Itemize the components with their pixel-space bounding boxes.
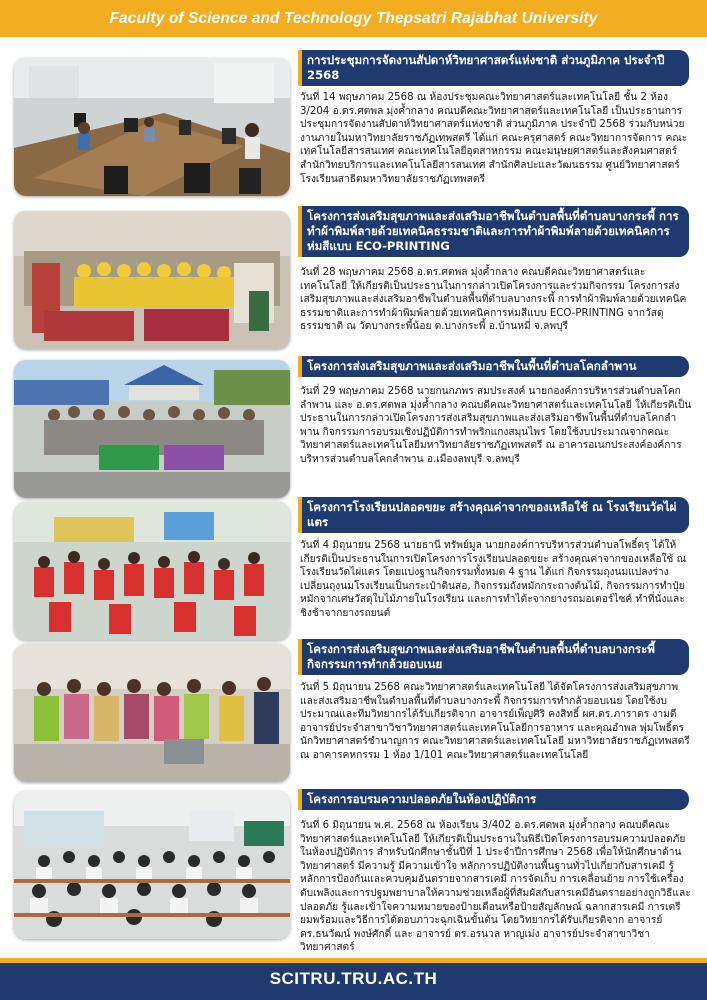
item-body: วันที่ 14 พฤษภาคม 2568 ณ ห้องประชุมคณะวิทยาศาสตร์และเทคโนโลยี ชั้น 2 ห้อง 3/204 อ.ดร.ศตพล มุ่งค้ำกลาง คณบดีคณะวิทยาศาสตร์และเทคโนโลยี เป็นประธานการประชุมการจัดงานสัปดาห์วิทยาศาสตร์แห่งชาติ ส่วนภูมิภาค ประจำปี 2568 ร่วมกับหน่วยงานภายในมหาวิทยาลัยราชภัฏเทพสตรี ได้แก่ คณะครุศาสตร์ คณะวิทยาการจัดการ คณะเทคโนโลยีสารสนเทศ คณะเทคโนโลยีอุตสาหกรรม คณะมนุษยศาสตร์และสังคมศาสตร์ สำนักวิทยบริการและเทคโนโลยีสารสนเทศ สำนักศิลปะและวัฒนธรรม ศูนย์วิทยาศาสตร์ โรงเรียนสาธิตมหาวิทยาลัยราชภัฏเทพสตรี bbox=[300, 92, 688, 185]
item-body: วันที่ 29 พฤษภาคม 2568 นายกนกภพร สมประสงค์ นายกองค์การบริหารส่วนตำบลโคกลำพาน และ อ.ดร.ศตพล มุ่งค้ำกลาง คณบดีคณะวิทยาศาสตร์และเทคโนโลยี ให้เกียรติเป็นประธานในการกล่าวเปิดโครงการส่งเสริมสุขภาพและส่งเสริมอาชีพในพื้นที่ตำบลโคกลำพาน กิจกรรมการอบรมเชิงปฏิบัติการทำพริกแกงสมุนไพร โดยใช้งบประมาณจากคณะวิทยาศาสตร์และเทคโนโลยีมหาวิทยาลัยราชภัฏเทพสตรี ณ อาคารอเนกประสงค์องค์การบริหารส่วนตำบลโคกลำพาน อ.เมืองลพบุรี จ.ลพบุรี bbox=[300, 386, 692, 465]
ecoprint-photo bbox=[14, 211, 290, 349]
banana-photo bbox=[14, 644, 290, 782]
item-body: วันที่ 5 มิถุนายน 2568 คณะวิทยาศาสตร์และเทคโนโลยี ได้จัดโครงการส่งเสริมสุขภาพและส่งเสริมอาชีพในตำบลพื้นที่ตำบลบางกระพี้ กิจกรรมการทำกล้วยอบเนย โดยใช้งบประมาณและทีมวิทยากรได้รับเกียรติจาก อาจารย์เพ็ญศิริ คงสิทธิ์ ผศ.ดร.ภาราดร งามดี อาจารย์ประจำสาขาวิชาวิทยาศาสตร์และเทคโนโลยีการอาหาร และคุณอำพล พุ่มโพธิ์ตร นักวิทยาศาสตร์ชำนาญการ คณะวิทยาศาสตร์และเทคโนโลยี มหาวิทยาลัยราชภัฏเทพสตรี ณ อาคารคหกรรม 1 ห้อง 1/101 คณะวิทยาศาสตร์และเทคโนโลยี bbox=[300, 682, 690, 761]
item-title: โครงการโรงเรียนปลอดขยะ สร้างคุณค่าจากของเหลือใช้ ณ โรงเรียนวัดไผ่แตร bbox=[298, 497, 689, 533]
item-title: โครงการส่งเสริมสุขภาพและส่งเสริมอาชีพในพื้นที่ตำบลโคกลำพาน bbox=[298, 356, 689, 377]
news-item-ecoprint bbox=[0, 203, 707, 353]
news-item-meeting bbox=[0, 46, 707, 206]
news-item-khoklamphan bbox=[0, 353, 707, 503]
news-item-zero-waste bbox=[0, 494, 707, 644]
meeting-photo bbox=[14, 58, 290, 196]
news-item-banana bbox=[0, 636, 707, 786]
zero-waste-photo bbox=[14, 502, 290, 640]
item-title: โครงการส่งเสริมสุขภาพและส่งเสริมอาชีพในตำบลพื้นที่ตำบลบางกระพี้ กิจกรรมการทำกล้วยอบเนย bbox=[298, 639, 689, 675]
news-item-lab-safety bbox=[0, 785, 707, 955]
item-title: การประชุมการจัดงานสัปดาห์วิทยาศาสตร์แห่งชาติ ส่วนภูมิภาค ประจำปี 2568 bbox=[298, 50, 689, 86]
page-footer bbox=[0, 958, 707, 1000]
item-body: วันที่ 6 มิถุนายน พ.ศ. 2568 ณ ห้องเรียน 3/402 อ.ดร.ศตพล มุ่งค้ำกลาง คณบดีคณะวิทยาศาสตร์และเทคโนโลยี ให้เกียรติเป็นประธานในพิธีเปิดโครงการอบรมความปลอดภัยในห้องปฏิบัติการ สำหรับนักศึกษาชั้นปีที่ 1 ประจำปีการศึกษา 2568 เพื่อให้นักศึกษาด้านวิทยาศาสตร์ มีความรู้ มีความเข้าใจ หลักการปฏิบัติงานพื้นฐานทั่วไปเกี่ยวกับสารเคมี รู้หลักการป้องกันและควบคุมอันตรายจากสารเคมี การจัดเก็บ การเคลื่อนย้าย การใช้เครื่องดับเพลิงและการปฐมพยาบาลให้ความช่วยเหลือผู้ที่สัมผัสกับสารเคมีอันตรายอย่างถูกวิธีและปลอดภัย รู้และเข้าใจความหมายของป้ายเตือนหรือป้ายสัญลักษณ์ ฉลากสารเคมี การเตรียมพร้อมและวิธีการได้ตอบภาวะฉุกเฉินขั้นต้น โดยวิทยากรได้รับเกียรติจาก อาจารย์ ดร.ธนวัฒน์ พงษ์ศักดิ์ และ อาจารย์ ดร.อรนวล หาญเม่ง อาจารย์ประจำสาขาวิชาวิทยาศาสตร์ bbox=[300, 820, 691, 954]
faculty-title: Faculty of Science and Technology Thepsatri Rajabhat University bbox=[109, 9, 598, 27]
item-title: โครงการอบรมความปลอดภัยในห้องปฏิบัติการ bbox=[298, 789, 689, 810]
khoklamphan-photo bbox=[14, 360, 290, 498]
item-body: วันที่ 28 พฤษภาคม 2568 อ.ดร.ศตพล มุ่งค้ำกลาง คณบดีคณะวิทยาศาสตร์และเทคโนโลยี ให้เกียรติเป็นประธานในการกล่าวเปิดโครงการและร่วมกิจกรรม โครงการส่งเสริมสุขภาพและส่งเสริมอาชีพในตำบลพื้นที่ตำบลบางกระพี้ การทำผ้าพิมพ์ลายด้วยเทคนิคธรรมชาติและการทำผ้าพิมพ์ลายด้วยเทคนิคการห่มสีแบบ ECO-PRINTING จากวัสดุธรรมชาติ ณ วัดบางกระพี้น้อย ต.บางกระพี้ อ.บ้านหมี่ จ.ลพบุรี bbox=[300, 267, 687, 333]
website-link[interactable]: SCITRU.TRU.AC.TH bbox=[269, 969, 438, 988]
item-body: วันที่ 4 มิถุนายน 2568 นายธานี ทรัพย์มูล นายกองค์การบริหารส่วนตำบลโพธิ์ตรุ ได้ให้เกียรติเป็นประธานในการเปิดโครงการโรงเรียนปลอดขยะ สร้างคุณค่าจากของเหลือใช้ ณ โรงเรียนวัดไผ่แตร โดยแบ่งฐานกิจกรรมทั้งหมด 4 ฐาน ได้แก่ กิจกรรมถุงนมแปลงร่าง เปลี่ยนถุงนมโรงเรียนเป็นกระเป๋าดินสอ, กิจกรรมถังหมักกระถางต้นไม้, กิจกรรมการทำปุ๋ยหมักจากเศษวัสดุใบไม้ภายในโรงเรียน และการทำไต้ะจากยางรถมอเตอร์ไซค์ ทำที่นั่งและชิงช้าจากยางรถยนต์ bbox=[300, 540, 687, 619]
page-header bbox=[0, 0, 707, 37]
lab-safety-photo bbox=[14, 791, 290, 939]
item-title: โครงการส่งเสริมสุขภาพและส่งเสริมอาชีพในตำบลพื้นที่ตำบลบางกระพี้ การทำผ้าพิมพ์ลายด้วยเทคนิคธรรมชาติและการทำผ้าพิมพ์ลายด้วยเทคนิคการห่มสีแบบ ECO-PRINTING bbox=[298, 206, 689, 257]
